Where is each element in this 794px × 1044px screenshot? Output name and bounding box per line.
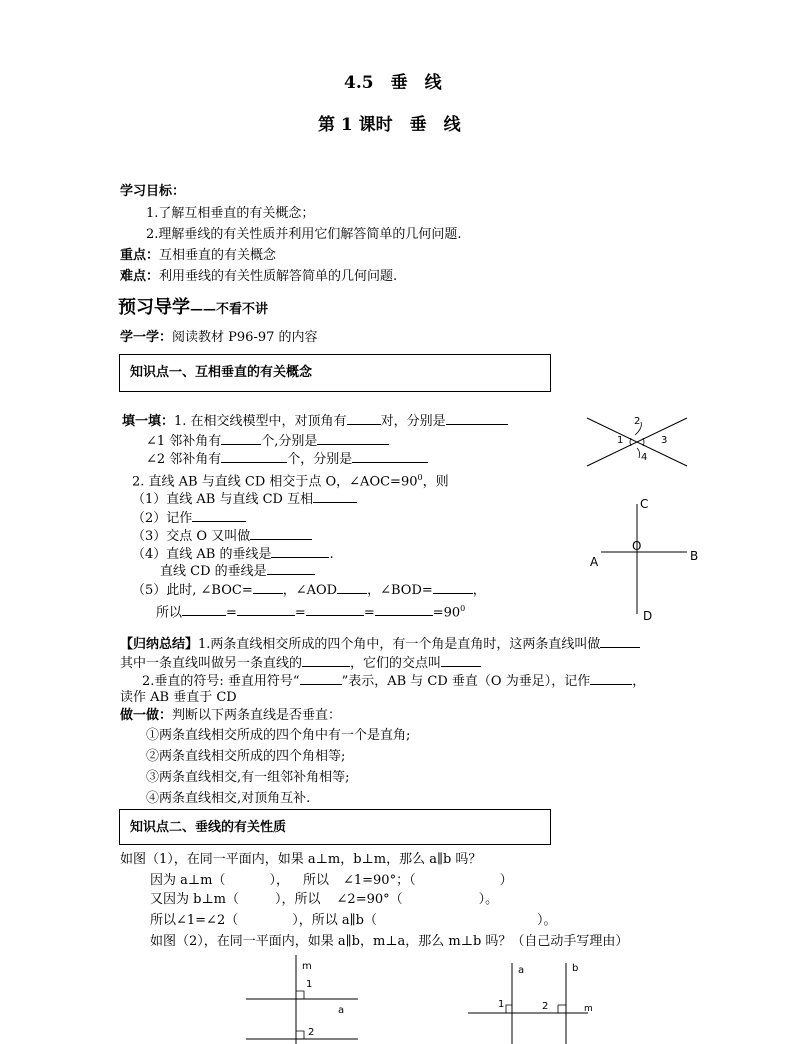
blank[interactable] (313, 490, 357, 503)
fill-s1-text: （1）直线 AB 与直线 CD 互相 (132, 492, 314, 507)
label-a: a (518, 965, 525, 976)
prop-line-1: 如图（1），在同一平面内，如果 a⊥m，b⊥m，那么 a∥b 吗？ (120, 852, 482, 867)
blank[interactable] (302, 654, 350, 667)
fill-s4-text: （4）直线 AB 的垂线是 (132, 547, 272, 562)
kp2-box (119, 809, 551, 845)
summary-line-1 (120, 635, 640, 653)
try-text: 判断以下两条直线是否垂直： (172, 708, 342, 723)
blank[interactable] (375, 603, 433, 616)
eq-sign: = (363, 605, 375, 621)
lesson-subtitle: 第 1 课时 垂 线 (318, 115, 461, 135)
fill-s3-text: （3）交点 O 又叫做 (132, 529, 251, 544)
label-angle-2: 2 (308, 1027, 315, 1038)
degree-mark: 0 (460, 604, 466, 613)
blank[interactable] (182, 603, 226, 616)
prop-l3a: 又因为 b⊥m（ (150, 892, 240, 907)
summary-line-2 (120, 654, 481, 672)
summary-line-4: 读作 AB 垂直于 CD (120, 690, 237, 705)
fill-s5e (156, 601, 465, 621)
fill-s5d-text: ， (472, 583, 486, 598)
fill-s4 (132, 545, 334, 563)
learn-text: 阅读教材 P96-97 的内容 (172, 330, 318, 345)
summary-t3: 2.垂直的符号: 垂直用符号“ (142, 674, 300, 689)
key-label: 重点： (120, 248, 160, 263)
label-a: A (590, 555, 599, 569)
arc-1 (630, 438, 631, 446)
blank[interactable] (337, 581, 367, 594)
prop-l3d: ）。 (478, 892, 499, 907)
blank[interactable] (253, 581, 283, 594)
label-o: O (632, 539, 642, 553)
fill-q1d-text: 个,分别是 (261, 434, 318, 449)
figure-intersecting-lines (585, 410, 689, 470)
lesson-title: 4.5 垂 线 (344, 73, 442, 93)
summary-line-3 (142, 672, 645, 690)
blank[interactable] (300, 672, 342, 685)
blank[interactable] (267, 562, 315, 575)
fill-s5e-text: 所以 (156, 605, 183, 621)
label-angle-1: 1 (306, 979, 313, 990)
diff-label: 难点： (120, 269, 160, 284)
blank[interactable] (600, 635, 640, 648)
fill-q1e (146, 450, 428, 468)
label-b: B (690, 549, 699, 563)
prop-line-2 (150, 873, 513, 889)
prop-l3b: ），所以 (275, 892, 321, 907)
label-c: C (640, 497, 649, 511)
arc-4 (637, 448, 640, 458)
right-angle-1 (506, 1005, 512, 1013)
fill-q1-text: 1. 在相交线模型中，对顶角有 (174, 414, 347, 429)
fill-s4b (160, 562, 315, 580)
key-text: 互相垂直的有关概念 (159, 248, 277, 263)
fill-q2 (132, 470, 449, 490)
fill-label: 填一填： (122, 414, 175, 429)
kp1-box (119, 354, 551, 392)
label-angle-1: 1 (498, 999, 505, 1010)
figure-1-parallel (236, 955, 366, 1044)
figure-perpendicular-ab-cd (585, 494, 705, 624)
blank[interactable] (192, 509, 246, 522)
prop-l2c: 所以 (302, 873, 329, 888)
preview-note: ——不看不讲 (190, 302, 269, 317)
blank[interactable] (446, 412, 508, 425)
summary-label: 【归纳总结】 (120, 637, 199, 652)
prop-line-4 (150, 913, 556, 929)
try-label: 做一做： (120, 708, 173, 723)
prop-l4c: ）。 (536, 913, 557, 928)
label-angle-2: 2 (634, 416, 641, 427)
label-angle-1: 1 (617, 435, 624, 446)
blank[interactable] (221, 432, 261, 445)
eq90-text: =90 (432, 605, 461, 621)
fill-q1c (146, 432, 389, 450)
try-item-1: ①两条直线相交所成的四个角中有一个是直角; (146, 728, 411, 743)
fill-q2-text: 2. 直线 AB 与直线 CD 相交于点 O，∠AOC=90 (132, 474, 418, 490)
blank[interactable] (306, 603, 364, 616)
fill-s4b-text: 直线 CD 的垂线是 (160, 564, 267, 579)
label-m: m (584, 1004, 593, 1014)
blank[interactable] (237, 603, 295, 616)
try-item-2: ②两条直线相交所成的四个角相等; (146, 749, 346, 764)
fill-s2 (132, 509, 246, 527)
label-b: b (572, 963, 579, 974)
fill-q1b-text: 对，分别是 (380, 414, 446, 429)
prop-l4a: 所以∠1=∠2（ (150, 913, 239, 928)
kp1-title: 知识点一、互相垂直的有关概念 (130, 365, 313, 380)
summary-t2: 其中一条直线叫做另一条直线的 (120, 656, 303, 671)
prop-l2d: ∠1=90°；（ (342, 873, 416, 888)
prop-l3c: ∠2=90°（ (336, 892, 403, 907)
summary-t3b: ”表示，AB 与 CD 垂直（O 为垂足），记作 (341, 674, 591, 689)
fill-s1 (132, 490, 357, 508)
blank[interactable] (347, 412, 381, 425)
eq-sign: = (226, 605, 237, 621)
fill-s5c-text: ，∠BOD= (367, 583, 433, 598)
fill-s3 (132, 527, 312, 545)
prop-line-5: 如图（2），在同一平面内，如果 a∥b，m⊥a，那么 m⊥b 吗？（自己动手写理由） (150, 934, 629, 949)
fill-s2-text: （2）记作 (132, 511, 193, 526)
blank[interactable] (250, 527, 312, 540)
arc-3 (643, 438, 644, 446)
try-item-3: ③两条直线相交,有一组邻补角相等; (146, 770, 350, 785)
difficult-point (120, 269, 397, 285)
try-item-4: ④两条直线相交,对顶角互补. (146, 791, 311, 806)
blank[interactable] (221, 450, 287, 463)
summary-t3c: ， (632, 674, 646, 689)
fill-q1f-text: 个，分别是 (287, 452, 353, 467)
label-m: m (302, 961, 312, 972)
fill-q1e-text: ∠2 邻补角有 (146, 452, 222, 467)
label-a: a (338, 1005, 345, 1016)
fill-q2b-text: ，则 (422, 474, 449, 490)
blank[interactable] (317, 432, 389, 445)
label-angle-2: 2 (542, 1001, 549, 1012)
blank[interactable] (590, 672, 632, 685)
prop-l2b: ）， (269, 873, 289, 888)
right-angle-2 (296, 1031, 304, 1039)
diff-text: 利用垂线的有关性质解答简单的几何问题. (159, 269, 398, 284)
prop-l2e: ） (499, 873, 513, 888)
label-d: D (643, 609, 653, 623)
label-angle-3: 3 (661, 435, 668, 446)
label-angle-4: 4 (641, 452, 648, 463)
eq-sign: = (294, 605, 306, 621)
blank[interactable] (441, 654, 481, 667)
prop-l4b: ），所以 a∥b（ (292, 913, 377, 928)
fill-q1 (122, 412, 508, 430)
prop-l2a: 因为 a⊥m（ (150, 873, 226, 888)
blank[interactable] (433, 581, 473, 594)
summary-t1: 1.两条直线相交所成的四个角中，有一个角是直角时，这两条直线叫做 (198, 637, 601, 652)
goal-item-1: 1.了解互相垂直的有关概念； (146, 206, 315, 221)
try-line (120, 708, 341, 724)
learn-line (120, 330, 318, 346)
preview-heading-text: 预习导学 (118, 297, 190, 318)
goal-item-2: 2.理解垂线的有关性质并利用它们解答简单的几何问题. (146, 227, 462, 242)
prop-line-3 (150, 892, 498, 908)
summary-t2b: ，它们的交点叫 (350, 656, 442, 671)
preview-heading (118, 293, 268, 319)
fill-s5a-text: （5）此时, ∠BOC= (132, 583, 253, 598)
fill-s5b-text: ，∠AOD (282, 583, 338, 598)
goals-label: 学习目标： (120, 184, 186, 199)
key-point (120, 248, 276, 264)
learn-label: 学一学： (120, 330, 173, 345)
blank[interactable] (271, 545, 329, 558)
figure-2-parallel (460, 955, 610, 1044)
degree-mark: 0 (417, 473, 423, 482)
kp2-title: 知识点二、垂线的有关性质 (130, 820, 287, 835)
right-angle-1 (296, 991, 304, 999)
fill-s5 (132, 581, 486, 599)
fill-s4-end: . (329, 547, 334, 562)
blank[interactable] (352, 450, 428, 463)
fill-q1c-text: ∠1 邻补角有 (146, 434, 222, 449)
